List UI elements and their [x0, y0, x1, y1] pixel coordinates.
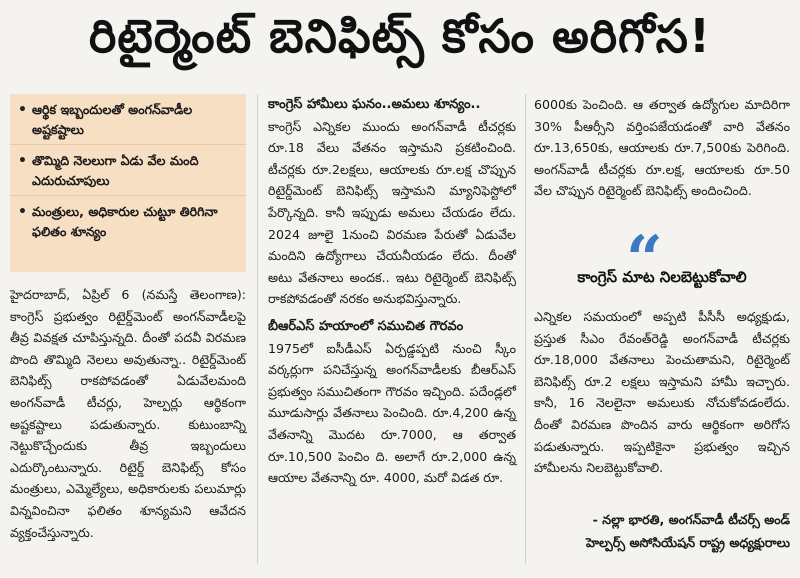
- column-3: [534, 94, 790, 202]
- highlight-item: [10, 196, 246, 246]
- column-1: [10, 284, 246, 543]
- body-paragraph: 1975లో ఐసీడీఎస్ ఏర్పడ్డప్పటి నుంచి స్కీం వర్కర్లుగా పనిచేస్తున్న అంగన్‌వాడీలకు బీఆర్‌ఎస్ ప్రభుత్వం సముచితంగా గౌరవం ఇచ్చింది. పదేండ్లలో మూడుసార్లు వేతనాలు పెంచింది. రూ.4,200 ఉన్న వేతనాన్ని మొదట రూ.7000, ఆ తర్వాత రూ.10,500 పెంచిం ది. అలాగే రూ.2,000 ఉన్న ఆయాల వేతనాన్ని రూ. 4000, మరో విడత రూ.: [268, 340, 516, 486]
- body-paragraph: ఎన్నికల సమయంలో అప్పటి పీసీసీ అధ్యక్షుడు, ప్రస్తుత సీఎం రేవంత్‌రెడ్డి అంగన్‌వాడీ టీచర్లకు రూ.18,000 వేతనాలు పెంచుతామని, రిటైర్మెంట్ బెనిఫిట్స్ రూ.2 లక్షలు ఇస్తామని హామీ ఇచ్చారు. కానీ, 16 నెలలైనా అమలుకు నోచుకోవడంలేదు. దీంతో విరమణ పొందిన వారు ఆర్థికంగా అరిగోస పడుతున్నారు. ఇప్పటికైనా ప్రభుత్వం ఇచ్చిన హామీలను నిలబెట్టుకోవాలి.: [534, 309, 790, 476]
- highlights-box: [10, 94, 246, 272]
- body-paragraph: కాంగ్రెస్ ఎన్నికల ముందు అంగన్‌వాడీ టీచర్లకు రూ.18 వేలు వేతనం ఇస్తామని ప్రకటించింది. టీచర్లకు రూ.2లక్షలు, ఆయాలకు రూ.లక్ష చొప్పున రిటైర్డ్‌మెంట్ బెనిఫిట్స్ ఇస్తామని మ్యానిఫెస్టోలో పేర్కొన్నది. కానీ ఇప్పుడు అమలు చేయడం లేదు. 2024 జూలై 1నుంచి విరమణ పేరుతో ఏడువేల మందిని ఉద్యోగాలు చేయనీయడం లేదు. దీంతో అటు వేతనాలు అందక.. ఇటు రిటైర్మెంట్ బెనిఫిట్స్ రాకపోవడంతో నరకం అనుభవిస్తున్నారు.: [268, 118, 516, 307]
- bullet-icon: •: [18, 153, 27, 169]
- quote-mark-icon: “: [626, 222, 663, 297]
- headline: రిటైర్మెంట్ బెనిఫిట్స్ కోసం అరిగోస!: [89, 9, 711, 63]
- bullet-icon: •: [18, 102, 27, 118]
- column-divider: [257, 94, 258, 564]
- section-heading: బీఆర్‌ఎస్ హయాంలో సముచిత గౌరవం: [268, 318, 464, 334]
- highlight-text: మంత్రులు, అధికారుల చుట్టూ తిరిగినా ఫలితం శూన్యం: [32, 204, 218, 239]
- column-2: [268, 94, 516, 489]
- body-paragraph: హైదరాబాద్, ఏప్రిల్ 6 (నమస్తే తెలంగాణ): కాంగ్రెస్ ప్రభుత్వం రిటైర్డ్‌మెంట్ అంగన్‌వాడీలపై తీవ్ర వివక్షత చూపిస్తున్నది. దీంతో పదవీ విరమణ పొంది తొమ్మిది నెలలు అవుతున్నా.. రిటైర్డ్‌మెంట్ బెనిఫిట్స్ రాకపోవడంతో ఏడువేలమంది అంగన్‌వాడీ టీచర్లు, హెల్పర్లు ఆర్థికంగా అష్టకష్టాలు పడుతున్నారు. కుటుంబాన్ని నెట్టుకొచ్చేందుకు తీవ్ర ఇబ్బందులు ఎదుర్కొంటున్నారు. రిటైర్డ్ బెనిఫిట్స్ కోసం మంత్రులు, ఎమ్మెల్యేలు, అధికారులకు పలుమార్లు విన్నవించినా ఫలితం శూన్యమని ఆవేదన వ్యక్తంచేస్తున్నారు.: [10, 287, 246, 540]
- column-divider: [525, 94, 526, 564]
- body-paragraph: 6000కు పెంచింది. ఆ తర్వాత ఉద్యోగుల మాదిరిగా 30% పీఆర్సీని వర్తింపజేయడంతో వారి వేతనం రూ.13,650కు, ఆయాలకు రూ.7,500కు పెరిగింది. అంగన్‌వాడీ టీచర్లకు రూ.లక్ష, ఆయాలకు రూ.50 వేల చొప్పున రిటైర్మెంట్ బెనిఫిట్స్ అందించింది.: [534, 97, 790, 199]
- column-3-quote-body: [534, 306, 790, 479]
- signature: [534, 508, 790, 554]
- quote-title: కాంగ్రెస్ మాట నిలబెట్టుకోవాలి: [577, 268, 747, 286]
- highlight-text: తొమ్మిది నెలలుగా ఏడు వేల మంది ఎదురుచూపులు: [32, 153, 199, 188]
- signature-line: - నల్లా భారతి, అంగన్‌వాడీ టీచర్స్ అండ్: [592, 512, 790, 527]
- highlight-item: [10, 94, 246, 145]
- highlight-item: [10, 145, 246, 196]
- bullet-icon: •: [18, 204, 27, 220]
- section-heading: కాంగ్రెస్ హామీలు ఘనం..అమలు శూన్యం..: [268, 97, 481, 112]
- highlight-text: ఆర్థిక ఇబ్బందులతో అంగన్‌వాడీల అష్టకష్టాలు: [32, 102, 193, 137]
- pull-quote: [534, 224, 790, 306]
- signature-line: హెల్పర్స్ అసోసియేషన్ రాష్ట్ర అధ్యక్షురాలు: [585, 535, 790, 550]
